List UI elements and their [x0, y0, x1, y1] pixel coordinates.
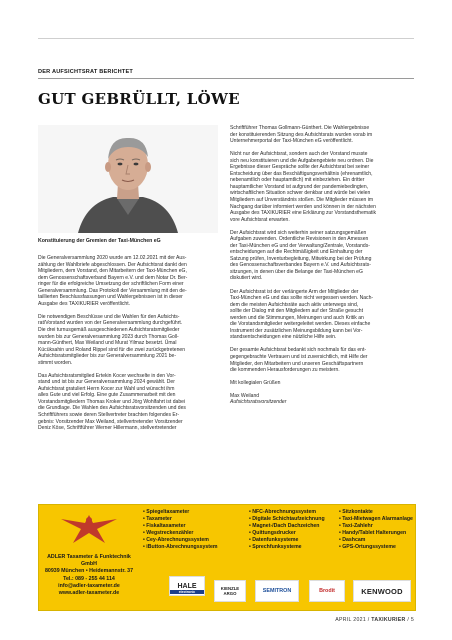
signoff-greeting: Mit kollegialen Grüßen — [230, 380, 281, 387]
list-item: • Wegstreckenzähler — [143, 530, 217, 537]
list-item: • Taxi-Mietwagen Alarmanlage — [339, 516, 413, 523]
photo-caption: Konstituierung der Gremien der Taxi-München eG — [38, 238, 161, 244]
ad-email[interactable]: info@adler-taxameter.de — [58, 582, 120, 589]
paragraph: Der gesamte Aufsichtsrat bedankt sich nochmals für das ent- gegengebrachte Vertrauen und ist zuversichtlich, mit Hilfe der Mitglieder, den Mitarbeitern und unseren Geschäftspartnern die kommenden Herausforderungen zu meistern. — [230, 347, 368, 374]
ad-product-list-2 — [249, 509, 325, 552]
signoff-name: Max Weiland — [230, 392, 260, 399]
paragraph: Schriftführer Thomas Gollmann-Günthert. Die Wahlergebnisse der konstituierenden Sitzung des Aufsichtsrats wurden vorab im Unternehmerportal der Taxi-München eG veröffentlicht. — [230, 125, 373, 145]
signoff-role: Aufsichtsratsvorsitzender — [230, 399, 287, 406]
paragraph: Die Generalversammlung 2020 wurde am 12.02.2021 mit der Aus- zählung der Wahlbriefe abgeschlossen. Der Aufsichtsrat dankt den Mitgliedern, dem Vorstand, den Mitarbeitern der Taxi-München eG, dem Genossenschaftsverband Bayern e.V. und dem Notar Dr. Ber- ringer für die erfolgreiche Umsetzung der schriftlichen Form einer Generalversammlung. Das Protokoll der Versammlung mit den de- taillierten Beschlussfassungen und Wahlergebnissen ist in dieser Ausgabe des TAXIKURIER veröffentlicht. — [38, 255, 188, 307]
paragraph: Das Aufsichtsratsmitglied Ertekin Kocer wechselte in den Vor- stand und ist bis zur Generalversammlung 2024 gewählt. Der Aufsichtsrat gratuliert Herrn Kocer zur Wahl und wünscht ihm alles Gute und viel Erfolg. Eine gute Zusammenarbeit mit den Vorstandsmitgliedern Thomas Kroker und Jörg Wohlfahrt ist dabei die Grundlage. Die Wahlen des Aufsichtsratsvorsitzenden und des Schriftführers sowie deren Stellvertreter brachten folgendes Er- gebnis: Vorsitzender Max Weiland, stellvertretender Vorsitzender Deniz Köse, Schriftführer Werner Hillermann, stellvertretender — [38, 372, 186, 432]
hale-logo — [169, 576, 205, 596]
section-kicker: DER AUFSICHTSRAT BERICHTET — [38, 69, 134, 75]
list-item: • Sitzkontakte — [339, 509, 413, 516]
list-item: • Digitale Schichtaufzeichnung — [249, 516, 325, 523]
ad-phone: Tel.: 089 - 255 44 114 — [63, 575, 115, 582]
kienzle-logo-text: KIENZLE — [220, 586, 240, 591]
paragraph: Der Aufsichtsrat ist der verlängerte Arm der Mitglieder der Taxi-München eG und das sollte nicht vergessen werden. Nach- dem die meisten Aufsichtsräte auch aktiv unterwegs sind, sollte der Dialog mit den Mitgliedern auf der Straße gesucht werden und die Stimmungen, Meinungen und auch Kritik an die Vorstandsmitglieder weitergeleitet werden. Dieses einfache Instrument der zusätzlichen Meinungsbildung kann bei Vor- standsentscheidungen eine nützliche Hilfe sein. — [230, 288, 374, 341]
list-item: • Spiegeltaxameter — [143, 509, 217, 516]
ad-contact — [41, 554, 137, 597]
semitron-logo: SEMITRON — [255, 580, 299, 602]
ad-company-block — [39, 505, 139, 610]
paragraph: Die notwendigen Beschlüsse und die Wahlen für den Aufsichts- rat/Vorstand wurden von der Generalversammlung durchgeführt. Die drei turnusgemäß ausgeschiedenen Aufsichtsratsmitglieder wurden bis zur Generalversammlung 2023 durch Thomas Goll- mann-Günthert, Max Weiland und Murat Yilmaz besetzt. Ümal Kücüksahin und Roland Rippel sind für die zwei zurückgetretenen Aufsichtsratsmitglieder bis zur Generalversammlung 2021 be- stimmt worden. — [38, 313, 186, 366]
list-item: • Sprechfunksysteme — [249, 544, 325, 551]
list-item: • Handy/Tablet Halterungen — [339, 530, 413, 537]
hale-logo-text: HALE — [177, 582, 197, 590]
brand-logos — [169, 574, 413, 608]
list-item: • Taxameter — [143, 516, 217, 523]
list-item: • Taxi-Zahlehr — [339, 523, 413, 530]
ad-product-list-3 — [339, 509, 413, 552]
paragraph: Nicht nur der Aufsichtsrat, sondern auch der Vorstand musste sich neu konstituieren und die Aufgabengebiete neu ordnen. Die Ergebnisse dieser Gespräche sollte der Aufsichtsrat bei seiner Entscheidung über das Beschäftigungsverhältnis (ehrenamtlich, nebenamtlich oder hauptamtlich) mit einbeziehen. Ein dritter hauptamtlicher Vorstand ist aufgrund der pandemiebedingten, wirtschaftlichen Situation schwer denkbar und würde bei vielen Mitgliedern auf Unverständnis stoßen. Die Mitglieder müssen im Nachgang darüber informiert werden und können in der nächsten Ausgabe des TAXIKURIER eine Erklärung zur Vorstandsthematik vore Aufsichtsrat erwarten. — [230, 151, 376, 223]
ad-address: 80939 München • Heidemannstr. 37 — [44, 568, 134, 575]
list-item: • Cey-Abrechnungssystem — [143, 537, 217, 544]
page-footer: APRIL 2021 / TAXIKURIER / 5 — [335, 617, 414, 623]
list-item: • Datenfunksysteme — [249, 537, 325, 544]
kicker-rule — [38, 78, 414, 79]
eagle-logo-icon — [59, 509, 119, 549]
top-rule — [38, 38, 414, 39]
page-number: 5 — [410, 617, 414, 623]
ad-company-name: ADLER Taxameter & Funktechnik GmbH — [47, 554, 131, 568]
advertisement[interactable] — [38, 504, 416, 611]
list-item: • Magnet-/Dach Dachzeichen — [249, 523, 325, 530]
kienzle-logo-sub: ARGO — [223, 591, 237, 596]
issue-date: APRIL 2021 — [335, 617, 367, 623]
list-item: • Quittungsdrucker — [249, 530, 325, 537]
list-item: • GPS-Ortungssysteme — [339, 544, 413, 551]
list-item: • Fiskaltaxameter — [143, 523, 217, 530]
brodit-logo: Brodit — [309, 580, 345, 602]
paragraph: Der Aufsichtsrat wird sich weiterhin seiner satzungsgemäßen Aufgaben zuwenden. Ordentliche Revisionen in den Amessen der Taxi-München eG und der Verwaltung/Zentrale, Vorstands- entscheidungen auf die Rechtmäßigkeit und Einhaltung der Satzung prüfen, Inventurbegleitung, Mitwirkung bei der Prüfung des Genossenschaftsverbandes Bayern e.V. und Aufsichtsrats- sitzungen, in denen über die Belange der Taxi-München eG diskutiert wird. — [230, 229, 372, 282]
list-item: • NFC-Abrechnungssystem — [249, 509, 325, 516]
magazine-name: TAXIKURIER — [371, 617, 406, 623]
portrait-illustration — [38, 125, 218, 233]
hale-logo-sub: electronic — [170, 590, 204, 594]
article-column-left — [38, 255, 218, 432]
article-column-right — [230, 125, 414, 406]
portrait-photo — [38, 125, 218, 233]
ad-website[interactable]: www.adler-taxameter.de — [58, 590, 120, 597]
list-item: • Dashcam — [339, 537, 413, 544]
article-headline: GUT GEBRÜLLT, LÖWE — [38, 90, 240, 108]
kenwood-logo: KENWOOD — [353, 580, 411, 602]
kienzle-logo — [214, 580, 246, 602]
ad-product-list-1 — [143, 509, 217, 552]
list-item: • iButton-Abrechnungssystem — [143, 544, 217, 551]
